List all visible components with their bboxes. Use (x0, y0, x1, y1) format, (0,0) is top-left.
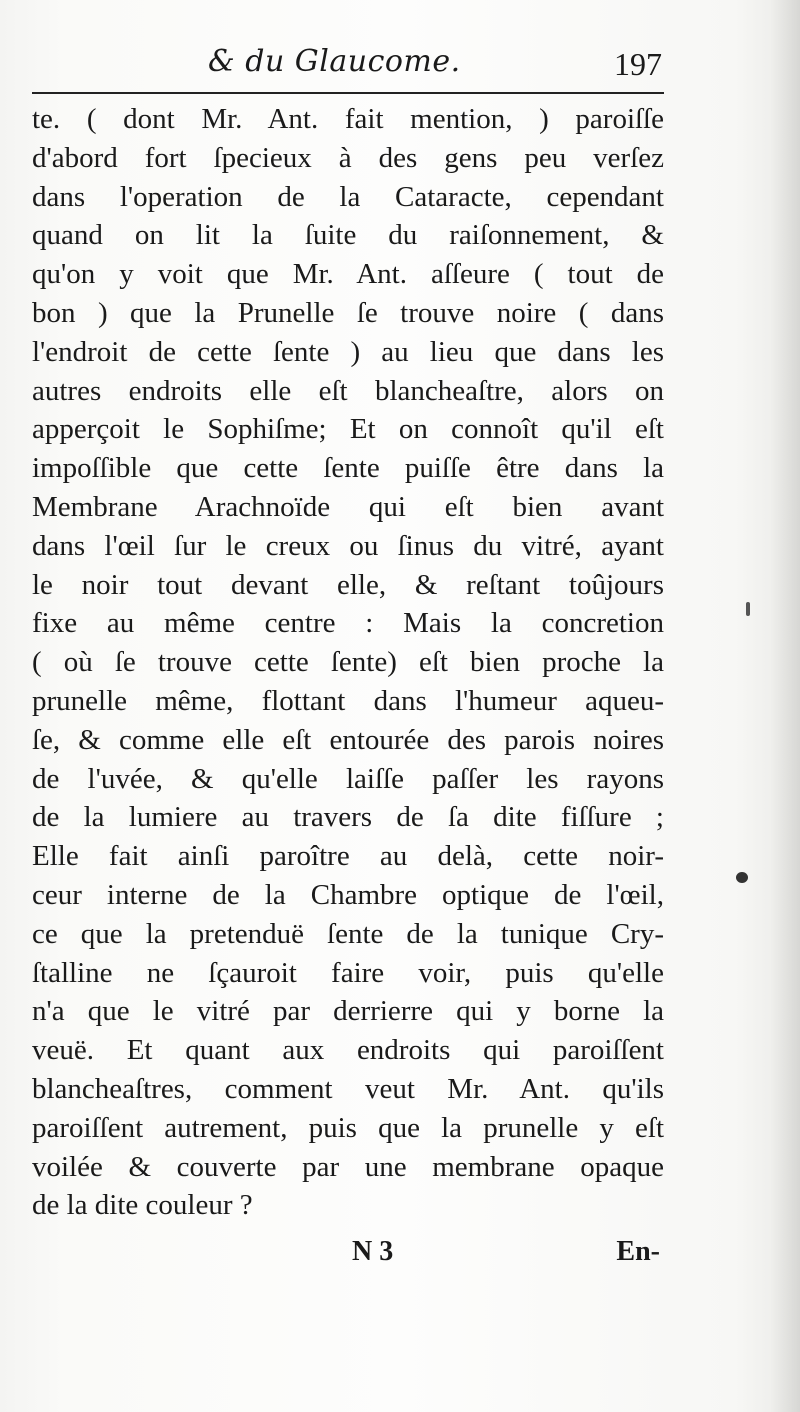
text-line: impoſſible que cette ſente puiſſe être dans la (32, 452, 664, 485)
text-line: n'a que le vitré par derrierre qui y borne la (32, 995, 664, 1028)
signature-mark: N 3 (352, 1236, 394, 1267)
text-line: dans l'œil ſur le creux ou ſinus du vitré, ayant (32, 529, 664, 562)
text-line: Membrane Arachnoïde qui eſt bien avant (32, 490, 664, 523)
catchword: En- (616, 1236, 660, 1267)
text-line: le noir tout devant elle, & reſtant toûjours (32, 568, 664, 601)
text-line: te. ( dont Mr. Ant. fait mention, ) paroiſſe (32, 103, 664, 135)
text-line: quand on lit la ſuite du raiſonnement, & (32, 219, 664, 252)
text-line: de la lumiere au travers de ſa dite fiſſure ; (32, 801, 664, 834)
page-number: 197 (614, 46, 662, 82)
text-line: de l'uvée, & qu'elle laiſſe paſſer les rayons (32, 762, 664, 795)
text-line: d'abord fort ſpecieux à des gens peu verſez (32, 141, 664, 174)
text-line: l'endroit de cette ſente ) au lieu que dans les (32, 335, 664, 368)
text-line: autres endroits elle eſt blancheaſtre, alors on (32, 374, 664, 407)
text-line: dans l'operation de la Cataracte, cependant (32, 180, 664, 213)
text-line: veuë. Et quant aux endroits qui paroiſſent (32, 1034, 664, 1067)
text-line: ceur interne de la Chambre optique de l'œil, (32, 878, 664, 911)
body-text (32, 100, 664, 1225)
ink-speck (746, 602, 750, 616)
text-line: voilée & couverte par une membrane opaque (32, 1150, 664, 1183)
text-line: qu'on y voit que Mr. Ant. aſſeure ( tout de (32, 258, 664, 291)
text-line: paroiſſent autrement, puis que la prunelle y eſt (32, 1111, 664, 1144)
text-line: ce que la pretenduë ſente de la tunique Cry- (32, 917, 664, 950)
page-edge-shadow (770, 0, 800, 1412)
text-line-last: de la dite couleur ? (32, 1189, 253, 1222)
running-head (30, 44, 670, 88)
running-title: & du Glaucome. (208, 44, 461, 79)
text-line: bon ) que la Prunelle ſe trouve noire ( dans (32, 296, 664, 329)
ink-speck (736, 872, 748, 883)
text-line: blancheaſtres, comment veut Mr. Ant. qu'ils (32, 1072, 664, 1105)
text-line: ſtalline ne ſçauroit faire voir, puis qu'elle (32, 956, 664, 989)
text-line: ſe, & comme elle eſt entourée des parois noires (32, 723, 664, 756)
text-line: fixe au même centre : Mais la concretion (32, 607, 664, 640)
header-rule (32, 92, 664, 94)
text-line: prunelle même, flottant dans l'humeur aqueu- (32, 684, 664, 717)
text-line: apperçoit le Sophiſme; Et on connoît qu'il eſt (32, 413, 664, 446)
page-footer (32, 1236, 664, 1276)
text-line: ( où ſe trouve cette ſente) eſt bien proche la (32, 646, 664, 679)
text-line: Elle fait ainſi paroître au delà, cette noir- (32, 840, 664, 873)
